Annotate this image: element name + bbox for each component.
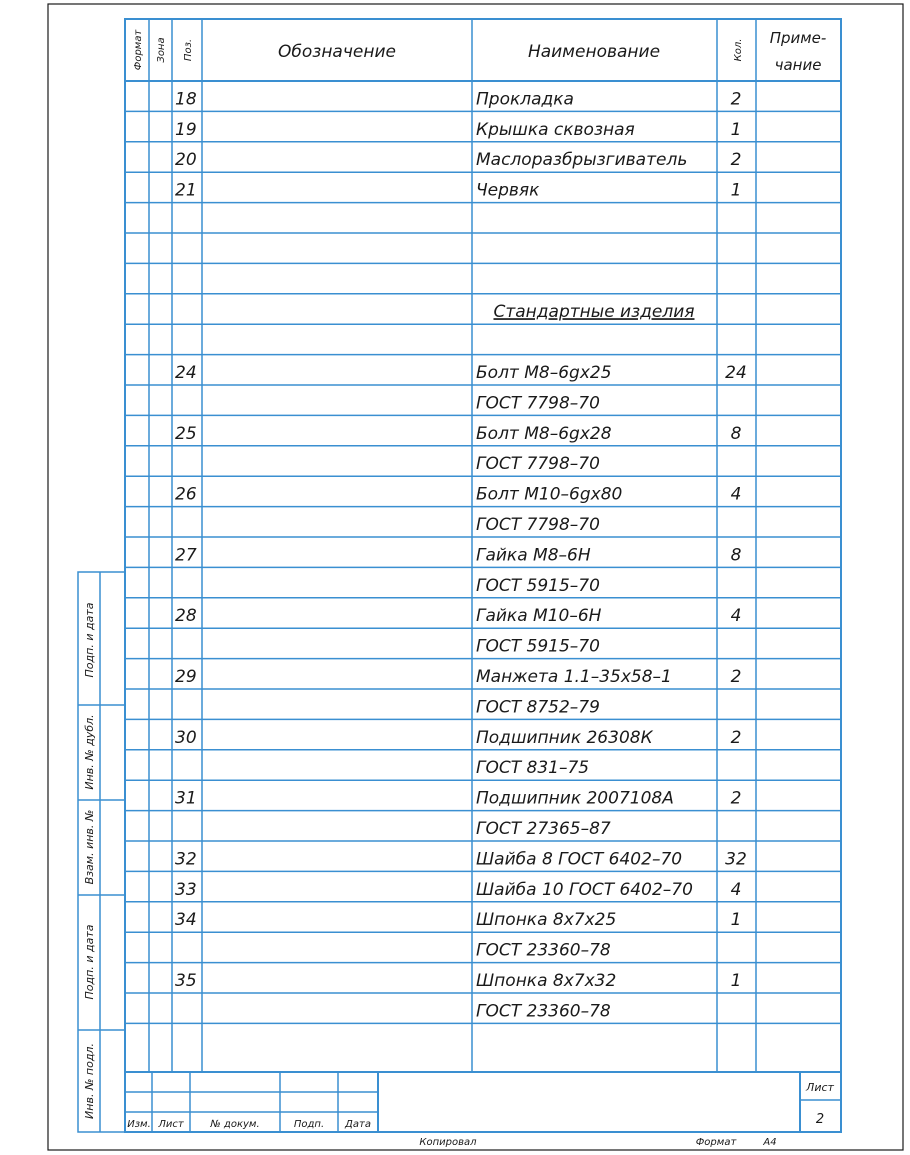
- row-position: 25: [175, 423, 197, 444]
- row-position: 32: [175, 849, 197, 870]
- header-note-line2: чание: [774, 56, 822, 74]
- table-row: [175, 120, 741, 140]
- table-row: [175, 849, 747, 869]
- stamp-replace-inv: Взам. инв. №: [83, 809, 96, 885]
- row-position: 27: [175, 545, 197, 566]
- tb-change: Изм.: [127, 1119, 151, 1130]
- table-row: [175, 181, 741, 201]
- stamp-sign-date-1: Подп. и дата: [83, 602, 96, 678]
- table-row: [476, 1001, 611, 1021]
- table-row: [476, 758, 589, 778]
- tb-sign: Подп.: [293, 1119, 325, 1130]
- table-row: [175, 485, 741, 505]
- row-name: ГОСТ 8752–79: [476, 697, 600, 718]
- page-footer: [419, 1137, 776, 1148]
- row-quantity: 4: [730, 606, 742, 627]
- row-quantity: 8: [730, 423, 742, 444]
- row-position: 21: [175, 180, 197, 201]
- row-name: ГОСТ 27365–87: [476, 819, 611, 839]
- title-block: [125, 1072, 841, 1132]
- row-quantity: 1: [730, 971, 742, 991]
- row-name: Болт М10–6gх80: [476, 484, 623, 505]
- row-position: 20: [175, 150, 197, 171]
- stamp-sign-date-2: Подп. и дата: [83, 924, 96, 1000]
- column-lines: [149, 19, 756, 1072]
- row-name: Гайка М8–6Н: [476, 545, 591, 566]
- stamp-inv-orig: Инв. № подл.: [83, 1043, 96, 1119]
- row-quantity: 1: [730, 910, 742, 931]
- table-row: [175, 728, 741, 748]
- footer-copied: Копировал: [419, 1137, 477, 1148]
- row-quantity: 2: [730, 150, 742, 171]
- table-row: [175, 880, 741, 900]
- table-body: [175, 89, 747, 1021]
- row-name: Подшипник 26308К: [476, 727, 653, 748]
- table-row: [476, 393, 600, 413]
- row-position: 33: [175, 879, 197, 900]
- table-row: [175, 89, 741, 109]
- row-name: Шпонка 8х7х25: [476, 910, 617, 931]
- footer-format-label: Формат: [695, 1137, 737, 1148]
- table-row: [476, 637, 600, 657]
- header-designation: Обозначение: [278, 42, 396, 62]
- header-note-line1: Приме-: [769, 29, 827, 47]
- row-quantity: 2: [730, 727, 742, 748]
- row-position: 26: [175, 484, 197, 505]
- tb-sheet: Лист: [158, 1119, 184, 1130]
- tb-sheet-number: 2: [815, 1112, 825, 1127]
- table-row: [476, 454, 600, 474]
- table-row: [476, 697, 600, 717]
- tb-date: Дата: [345, 1119, 371, 1130]
- table-row: [175, 910, 741, 930]
- row-position: 31: [175, 788, 197, 809]
- row-name: ГОСТ 7798–70: [476, 515, 600, 535]
- header-qty: Кол.: [733, 38, 744, 62]
- table-row: [175, 363, 747, 383]
- table-row: [476, 819, 611, 839]
- row-name: ГОСТ 23360–78: [476, 940, 611, 961]
- row-position: 28: [175, 606, 197, 627]
- row-name: Шайба 8 ГОСТ 6402–70: [476, 849, 683, 870]
- footer-format-value: А4: [763, 1137, 777, 1148]
- row-quantity: 2: [730, 667, 742, 687]
- row-name: Шайба 10 ГОСТ 6402–70: [476, 879, 693, 900]
- table-row: [476, 941, 611, 961]
- row-position: 29: [175, 667, 197, 687]
- table-row: [476, 576, 600, 596]
- row-position: 18: [175, 89, 197, 110]
- tb-sheet-label: Лист: [806, 1081, 834, 1094]
- row-quantity: 1: [730, 119, 742, 140]
- row-name: Болт М8–6gх28: [476, 423, 612, 444]
- section-title: Стандартные изделия: [493, 302, 695, 323]
- table-row: [476, 515, 600, 535]
- row-position: 30: [175, 727, 197, 748]
- table-row: [175, 971, 741, 991]
- row-quantity: 24: [725, 363, 747, 383]
- header-pos: Поз.: [183, 38, 194, 62]
- row-name: Прокладка: [476, 89, 574, 110]
- table-row: [493, 302, 694, 322]
- row-name: Манжета 1.1–35х58–1: [476, 667, 672, 687]
- table-row: [175, 667, 741, 687]
- row-name: ГОСТ 23360–78: [476, 1001, 611, 1022]
- table-row: [175, 789, 741, 809]
- row-quantity: 2: [730, 788, 742, 809]
- row-name: ГОСТ 7798–70: [476, 454, 600, 475]
- table-header: [133, 29, 826, 74]
- row-quantity: 2: [730, 89, 742, 110]
- row-name: ГОСТ 5915–70: [476, 575, 600, 596]
- row-quantity: 4: [730, 879, 742, 900]
- header-name: Наименование: [527, 42, 661, 62]
- row-name: Червяк: [476, 180, 540, 201]
- header-format: Формат: [133, 29, 144, 71]
- table-row: [175, 424, 742, 444]
- row-name: Шпонка 8х7х32: [476, 971, 617, 991]
- row-name: Подшипник 2007108А: [476, 788, 674, 809]
- row-quantity: 32: [725, 849, 747, 870]
- stamp-inv-dup: Инв. № дубл.: [83, 714, 96, 790]
- row-name: Маслоразбрызгиватель: [476, 150, 688, 171]
- tb-doc-no: № докум.: [210, 1119, 260, 1130]
- table-row: [175, 606, 741, 626]
- row-name: ГОСТ 7798–70: [476, 393, 600, 414]
- row-name: ГОСТ 5915–70: [476, 636, 600, 657]
- row-position: 19: [175, 119, 197, 140]
- row-name: Гайка М10–6Н: [476, 606, 602, 627]
- row-quantity: 8: [730, 545, 742, 566]
- row-position: 35: [175, 971, 197, 991]
- row-position: 34: [175, 910, 197, 931]
- row-quantity: 4: [730, 484, 742, 505]
- table-row: [175, 150, 741, 170]
- row-name: Болт М8–6gх25: [476, 363, 612, 383]
- row-position: 24: [175, 363, 197, 383]
- row-name: ГОСТ 831–75: [476, 758, 590, 779]
- row-quantity: 1: [730, 180, 742, 201]
- side-stamp: [78, 572, 125, 1132]
- table-row: [175, 545, 742, 565]
- header-zone: Зона: [156, 37, 167, 63]
- row-name: Крышка сквозная: [476, 119, 635, 140]
